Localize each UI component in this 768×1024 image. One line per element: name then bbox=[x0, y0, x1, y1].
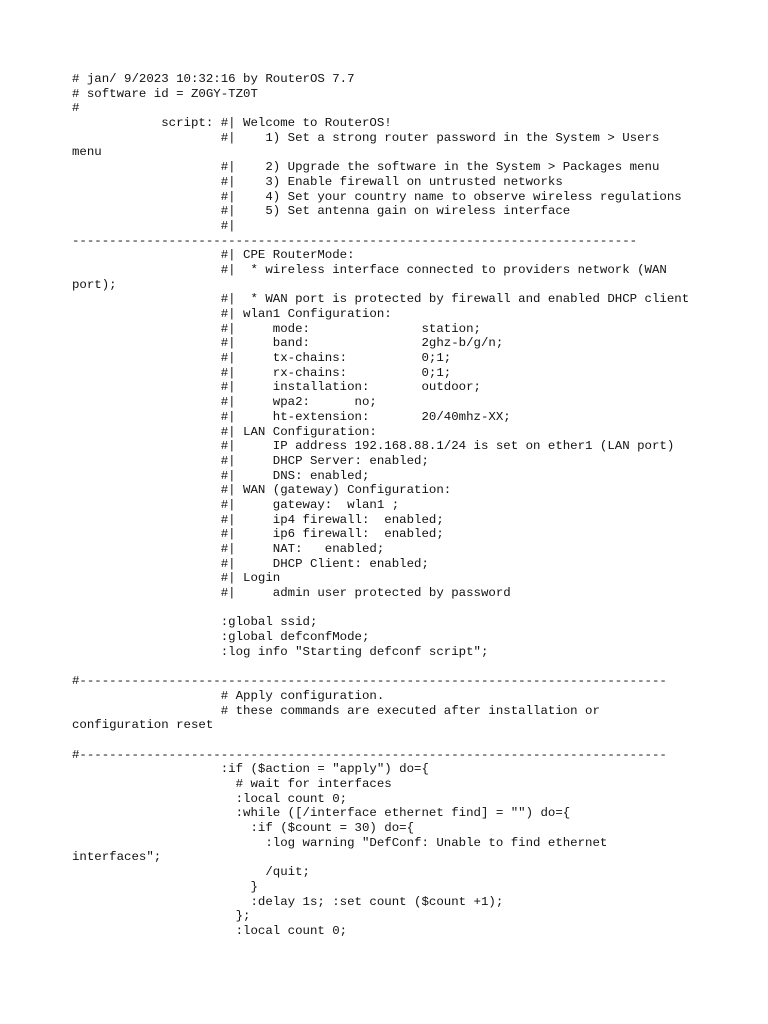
code-line: # bbox=[72, 101, 80, 116]
code-line: #------------------------------------------------------------------------------- bbox=[72, 674, 667, 689]
code-line: #| NAT: enabled; bbox=[72, 542, 385, 556]
code-line: :global defconfMode; bbox=[72, 630, 370, 645]
code-line: interfaces"; bbox=[72, 850, 162, 865]
code-line: :log warning "DefConf: Unable to find ethernet bbox=[72, 835, 608, 850]
code-line: # these commands are executed after installation or bbox=[72, 703, 600, 718]
code-line: #| band: 2ghz-b/g/n; bbox=[72, 336, 504, 351]
code-line: script: #| Welcome to RouterOS! bbox=[72, 116, 392, 131]
code-line: :while ([/interface ethernet find] = "") do={ bbox=[72, 806, 571, 821]
code-line: :delay 1s; :set count ($count +1); bbox=[72, 894, 504, 909]
code-line: #| CPE RouterMode: bbox=[72, 248, 355, 263]
code-line: :local count 0; bbox=[72, 923, 348, 938]
code-line: #| DHCP Server: enabled; bbox=[72, 453, 429, 468]
code-line: # Apply configuration. bbox=[72, 688, 385, 703]
code-line: # jan/ 9/2023 10:32:16 by RouterOS 7.7 bbox=[72, 72, 355, 86]
code-line: # wait for interfaces bbox=[72, 777, 392, 791]
code-line: :if ($action = "apply") do={ bbox=[72, 762, 429, 777]
code-line: #| 2) Upgrade the software in the System > Packages menu bbox=[72, 160, 660, 175]
code-line: #| wpa2: no; bbox=[72, 395, 377, 410]
code-line: #| wlan1 Configuration: bbox=[72, 307, 392, 321]
code-line: #------------------------------------------------------------------------------- bbox=[72, 747, 667, 762]
code-line: #| * wireless interface connected to providers network (WAN bbox=[72, 262, 667, 277]
code-line: #| DHCP Client: enabled; bbox=[72, 556, 429, 571]
code-line: #| IP address 192.168.88.1/24 is set on ether1 (LAN port) bbox=[72, 439, 675, 454]
code-line: #| mode: station; bbox=[72, 321, 481, 336]
code-line: :global ssid; bbox=[72, 615, 318, 630]
code-line: configuration reset bbox=[72, 718, 214, 733]
code-line: /quit; bbox=[72, 865, 310, 880]
code-line: #| tx-chains: 0;1; bbox=[72, 351, 452, 366]
code-line: #| 5) Set antenna gain on wireless interface bbox=[72, 204, 571, 219]
code-line: #| DNS: enabled; bbox=[72, 468, 370, 483]
code-line: #| 4) Set your country name to observe wireless regulations bbox=[72, 189, 682, 204]
code-line: #| 3) Enable firewall on untrusted networks bbox=[72, 174, 563, 189]
code-line: #| WAN (gateway) Configuration: bbox=[72, 483, 452, 498]
code-line: #| 1) Set a strong router password in the System > Users bbox=[72, 130, 660, 145]
code-line bbox=[72, 660, 762, 675]
code-line: #| admin user protected by password bbox=[72, 586, 511, 601]
code-line: ---------------------------------------------------------------------------- bbox=[72, 233, 638, 248]
code-line: #| gateway: wlan1 ; bbox=[72, 497, 400, 512]
code-line: }; bbox=[72, 909, 251, 924]
code-line bbox=[72, 733, 762, 748]
code-line: #| ip6 firewall: enabled; bbox=[72, 527, 444, 542]
code-line: #| bbox=[72, 218, 236, 233]
code-line: } bbox=[72, 879, 258, 894]
code-listing bbox=[72, 72, 762, 939]
code-line: #| ht-extension: 20/40mhz-XX; bbox=[72, 409, 511, 424]
code-line: port); bbox=[72, 277, 117, 292]
code-line: #| installation: outdoor; bbox=[72, 380, 481, 395]
code-line: :log info "Starting defconf script"; bbox=[72, 644, 489, 659]
code-line: #| * WAN port is protected by firewall and enabled DHCP client bbox=[72, 292, 690, 307]
code-line: #| Login bbox=[72, 571, 281, 586]
code-line: menu bbox=[72, 145, 102, 160]
code-line bbox=[72, 601, 762, 616]
code-line: #| LAN Configuration: bbox=[72, 424, 377, 439]
code-line: #| ip4 firewall: enabled; bbox=[72, 512, 444, 527]
code-line: #| rx-chains: 0;1; bbox=[72, 365, 452, 380]
code-line: :if ($count = 30) do={ bbox=[72, 821, 415, 836]
code-line: :local count 0; bbox=[72, 791, 348, 806]
code-line: # software id = Z0GY-TZ0T bbox=[72, 86, 258, 101]
